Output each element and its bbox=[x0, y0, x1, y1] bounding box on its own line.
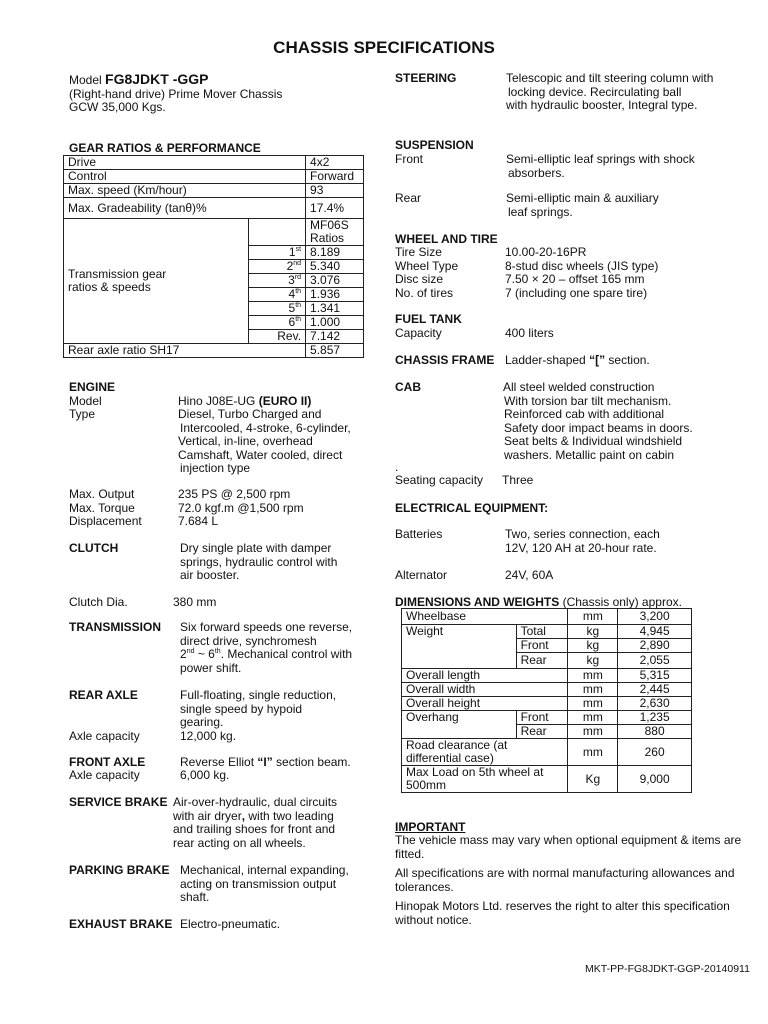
gear-num: 1 bbox=[288, 245, 296, 259]
gear-cell: 4x2 bbox=[306, 156, 364, 170]
gear-sup: rd bbox=[294, 274, 302, 281]
service-brake-desc bbox=[173, 796, 337, 850]
rear-axle-cap: 12,000 kg. bbox=[180, 729, 237, 743]
cab-line: All steel welded construction bbox=[503, 380, 655, 394]
cab-dot: . bbox=[395, 460, 399, 474]
gear-num: 5 bbox=[288, 301, 296, 315]
engine-output-label: Max. Output bbox=[69, 487, 135, 501]
dims-cell: Overall height bbox=[402, 697, 568, 711]
gear-cell: Max. speed (Km/hour) bbox=[64, 184, 306, 198]
alt-value: 24V, 60A bbox=[505, 568, 554, 582]
clutch-heading: CLUTCH bbox=[69, 541, 119, 555]
gear-sup: th bbox=[295, 316, 302, 323]
bat-line: 12V, 120 AH at 20-hour rate. bbox=[505, 540, 657, 555]
table-row bbox=[64, 156, 364, 170]
gear-sup: st bbox=[295, 246, 302, 253]
dims-cell: Overall width bbox=[402, 683, 568, 697]
seat-value: Three bbox=[502, 473, 534, 487]
dims-cell: Overall length bbox=[402, 669, 568, 683]
sb-text: with two leading bbox=[245, 808, 334, 823]
dims-unit: mm bbox=[568, 683, 618, 697]
table-row bbox=[64, 344, 364, 358]
gear-cell: 17.4% bbox=[306, 198, 364, 219]
gear-sup: th bbox=[295, 302, 302, 309]
wheel-value: 8-stud disc wheels (JIS type) bbox=[505, 258, 659, 273]
table-row bbox=[64, 170, 364, 184]
electrical-heading: ELECTRICAL EQUIPMENT: bbox=[395, 501, 549, 515]
suspension-heading: SUSPENSION bbox=[395, 138, 474, 152]
parking-brake-desc bbox=[180, 864, 349, 905]
important-para: Hinopak Motors Ltd. reserves the right to alter this specification without notice. bbox=[395, 899, 730, 927]
gear-cell: 5.857 bbox=[306, 344, 364, 358]
parking-brake-heading: PARKING BRAKE bbox=[69, 863, 170, 877]
gear-cell: Drive bbox=[64, 156, 306, 170]
fa-text: Reverse Elliot bbox=[180, 755, 258, 769]
table-row bbox=[402, 766, 692, 793]
engine-type-line: injection type bbox=[180, 461, 251, 475]
transmission-heading: TRANSMISSION bbox=[69, 620, 162, 634]
exhaust-brake-heading: EXHAUST BRAKE bbox=[69, 917, 173, 931]
engine-disp-label: Displacement bbox=[69, 514, 142, 528]
pb-line: Mechanical, internal expanding, bbox=[180, 863, 349, 877]
gear-ratio: 7.142 bbox=[306, 330, 364, 344]
wheel-labels bbox=[395, 246, 458, 300]
rear-axle-line: single speed by hypoid bbox=[180, 701, 303, 716]
wheel-label: Tire Size bbox=[395, 245, 442, 259]
engine-type-line: Camshaft, Water cooled, direct bbox=[178, 447, 343, 462]
fuel-value: 400 liters bbox=[505, 326, 554, 340]
pb-line: acting on transmission output bbox=[180, 876, 337, 891]
rear-axle-line: gearing. bbox=[180, 715, 224, 729]
susp-rear bbox=[506, 192, 659, 219]
ratio-header: MF06S Ratios bbox=[306, 219, 364, 246]
dims-value: 260 bbox=[618, 739, 692, 766]
dims-cell: Wheelbase bbox=[402, 609, 568, 625]
dims-unit: Kg bbox=[568, 766, 618, 793]
dims-unit: mm bbox=[568, 697, 618, 711]
dims-unit: mm bbox=[568, 725, 618, 739]
engine-euro: (EURO II) bbox=[258, 394, 312, 408]
table-row bbox=[402, 625, 692, 639]
sb-text: with air dryer bbox=[173, 808, 242, 823]
gear-sup: th bbox=[295, 288, 302, 295]
table-row bbox=[402, 711, 692, 725]
engine-torque-label: Max. Torque bbox=[69, 500, 135, 515]
cab-line: With torsion bar tilt mechanism. bbox=[504, 393, 672, 408]
pb-line: shaft. bbox=[180, 890, 210, 904]
table-row bbox=[402, 669, 692, 683]
gear-num: 3 bbox=[288, 273, 295, 287]
gear-ratio: 3.076 bbox=[306, 274, 364, 288]
susp-line: absorbers. bbox=[508, 165, 565, 180]
frame-text: section. bbox=[605, 353, 650, 367]
gear-cell: Max. Gradeability (tanθ)% bbox=[64, 198, 306, 219]
dims-value: 880 bbox=[618, 725, 692, 739]
cab-desc bbox=[503, 381, 693, 462]
clutch-line: Dry single plate with damper bbox=[180, 541, 332, 555]
gear-cell: Rear axle ratio SH17 bbox=[64, 344, 306, 358]
bat-label: Batteries bbox=[395, 527, 443, 541]
dims-unit: mm bbox=[568, 669, 618, 683]
dims-value: 2,890 bbox=[618, 639, 692, 653]
trans-label: Transmission gear ratios & speeds bbox=[64, 219, 249, 344]
bat-value bbox=[505, 528, 660, 555]
dims-cell: Weight bbox=[402, 625, 517, 669]
front-axle-cap: 6,000 kg. bbox=[180, 768, 230, 782]
alt-label: Alternator bbox=[395, 568, 448, 582]
cab-line: washers. Metallic paint on cabin bbox=[504, 447, 675, 462]
wheel-label: No. of tires bbox=[395, 285, 454, 300]
t-text: . Mechanical control with bbox=[220, 647, 353, 661]
susp-front-label: Front bbox=[395, 152, 424, 166]
model-name: FG8JDKT -GGP bbox=[105, 71, 209, 87]
steering-line: Telescopic and tilt steering column with bbox=[506, 71, 714, 85]
cab-line: Safety door impact beams in doors. bbox=[504, 420, 693, 435]
frame-text: Ladder-shaped bbox=[505, 353, 590, 367]
table-row bbox=[402, 739, 692, 766]
gear-num: 2 bbox=[286, 259, 294, 273]
clutch-dia: 380 mm bbox=[173, 595, 217, 609]
dims-cell: Front bbox=[516, 711, 568, 725]
cab-heading: CAB bbox=[395, 380, 421, 394]
transmission-line bbox=[180, 648, 352, 662]
table-row bbox=[402, 697, 692, 711]
engine-type-line: Vertical, in-line, overhead bbox=[178, 434, 313, 448]
steering-heading: STEERING bbox=[395, 71, 457, 85]
dims-value: 3,200 bbox=[618, 609, 692, 625]
steering-line: locking device. Recirculating ball bbox=[508, 84, 682, 99]
gear-table bbox=[63, 155, 364, 358]
steering-line: with hydraulic booster, Integral type. bbox=[506, 98, 698, 112]
wheel-label: Disc size bbox=[395, 272, 444, 286]
cab-line: Reinforced cab with additional bbox=[504, 407, 665, 421]
engine-model-text: Hino J08E-UG bbox=[178, 394, 259, 408]
exhaust-brake-value: Electro-pneumatic. bbox=[180, 917, 281, 931]
service-brake-heading: SERVICE BRAKE bbox=[69, 795, 168, 809]
table-row bbox=[64, 198, 364, 219]
dims-cell: Road clearance (at differential case) bbox=[402, 739, 568, 766]
dims-value: 2,445 bbox=[618, 683, 692, 697]
engine-model-label: Model bbox=[69, 394, 102, 408]
susp-line: Semi-elliptic leaf springs with shock bbox=[506, 152, 695, 166]
sb-comma: , bbox=[241, 808, 246, 823]
frame-value bbox=[505, 354, 650, 368]
dims-unit: mm bbox=[568, 609, 618, 625]
dims-value: 2,055 bbox=[618, 653, 692, 669]
t-sup: th bbox=[214, 648, 221, 655]
susp-front bbox=[506, 153, 695, 180]
model-desc: (Right-hand drive) Prime Mover Chassis bbox=[69, 86, 283, 101]
dims-value: 4,945 bbox=[618, 625, 692, 639]
t-text: ~ 6 bbox=[194, 647, 215, 661]
susp-line: Semi-elliptic main & auxiliary bbox=[506, 191, 659, 205]
important-para: All specifications are with normal manufacturing allowances and tolerances. bbox=[395, 866, 735, 894]
transmission-desc bbox=[180, 621, 352, 675]
gear-ratio: 5.340 bbox=[306, 260, 364, 274]
transmission-line: direct drive, synchromesh bbox=[180, 633, 317, 648]
dims-cell: Rear bbox=[516, 725, 568, 739]
transmission-line: power shift. bbox=[180, 660, 242, 675]
rear-axle-heading: REAR AXLE bbox=[69, 688, 138, 702]
engine-type-line: Diesel, Turbo Charged and bbox=[178, 407, 322, 421]
important-para: The vehicle mass may vary when optional equipment & items are fitted. bbox=[395, 833, 742, 861]
dims-heading: DIMENSIONS AND WEIGHTS bbox=[395, 595, 560, 609]
dims-value: 9,000 bbox=[618, 766, 692, 793]
sb-line bbox=[173, 810, 337, 824]
frame-shape: “[” bbox=[589, 353, 606, 367]
dims-unit: kg bbox=[568, 639, 618, 653]
table-row bbox=[402, 609, 692, 625]
wheel-value: 7 (including one spare tire) bbox=[505, 285, 648, 300]
fuel-heading: FUEL TANK bbox=[395, 312, 462, 326]
dims-cell: Max Load on 5th wheel at 500mm bbox=[402, 766, 568, 793]
sb-line: Air-over-hydraulic, dual circuits bbox=[173, 795, 338, 809]
dims-unit: kg bbox=[568, 625, 618, 639]
model-block bbox=[69, 73, 282, 115]
important-notes bbox=[395, 834, 755, 933]
front-axle-heading: FRONT AXLE bbox=[69, 755, 146, 769]
important-heading: IMPORTANT bbox=[395, 820, 466, 834]
sb-line: and trailing shoes for front and bbox=[173, 822, 336, 836]
sb-line: rear acting on all wheels. bbox=[173, 835, 306, 850]
bat-line: Two, series connection, each bbox=[505, 527, 660, 541]
model-gcw: GCW 35,000 Kgs. bbox=[69, 100, 166, 114]
fa-text: section beam. bbox=[272, 755, 351, 769]
dims-value: 5,315 bbox=[618, 669, 692, 683]
engine-type-line: Intercooled, 4-stroke, 6-cylinder, bbox=[180, 420, 351, 435]
dims-table bbox=[401, 608, 692, 793]
gear-ratio: 1.341 bbox=[306, 302, 364, 316]
model-label: Model bbox=[69, 73, 102, 87]
fuel-label: Capacity bbox=[395, 326, 442, 340]
gear-heading: GEAR RATIOS & PERFORMANCE bbox=[69, 141, 261, 155]
clutch-line: springs, hydraulic control with bbox=[180, 554, 338, 569]
gear-num: 4 bbox=[288, 287, 296, 301]
table-row bbox=[64, 184, 364, 198]
engine-disp: 7.684 L bbox=[178, 514, 219, 528]
front-axle-cap-label: Axle capacity bbox=[69, 768, 140, 782]
dims-value: 2,630 bbox=[618, 697, 692, 711]
susp-rear-label: Rear bbox=[395, 191, 422, 205]
rear-axle-cap-label: Axle capacity bbox=[69, 729, 140, 743]
gear-num: Rev. bbox=[249, 330, 306, 344]
dims-unit: mm bbox=[568, 711, 618, 725]
dims-cell: Front bbox=[516, 639, 568, 653]
engine-perf-labels bbox=[69, 488, 142, 529]
dims-value: 1,235 bbox=[618, 711, 692, 725]
susp-line: leaf springs. bbox=[508, 204, 573, 219]
gear-cell: 93 bbox=[306, 184, 364, 198]
wheel-value: 7.50 × 20 – offset 165 mm bbox=[505, 272, 645, 286]
clutch-dia-label: Clutch Dia. bbox=[69, 595, 128, 609]
wheel-heading: WHEEL AND TIRE bbox=[395, 232, 498, 246]
dims-note: (Chassis only) approx. bbox=[559, 595, 682, 609]
cab-line: Seat belts & Individual windshield bbox=[504, 434, 683, 448]
t-text: 2 bbox=[180, 647, 187, 661]
gear-ratio: 1.936 bbox=[306, 288, 364, 302]
wheel-value: 10.00-20-16PR bbox=[505, 245, 587, 259]
gear-ratio: 8.189 bbox=[306, 246, 364, 260]
engine-output: 235 PS @ 2,500 rpm bbox=[178, 487, 291, 501]
fa-beam: “I” bbox=[257, 755, 273, 769]
engine-torque: 72.0 kgf.m @1,500 rpm bbox=[178, 500, 304, 515]
dims-cell: Rear bbox=[516, 653, 568, 669]
gear-cell: Forward bbox=[306, 170, 364, 184]
dims-cell: Total bbox=[516, 625, 568, 639]
rear-axle-desc bbox=[180, 689, 336, 730]
dims-cell: Overhang bbox=[402, 711, 517, 739]
clutch-line: air booster. bbox=[180, 568, 240, 582]
rear-axle-line: Full-floating, single reduction, bbox=[180, 688, 337, 702]
engine-heading: ENGINE bbox=[69, 380, 116, 394]
frame-heading: CHASSIS FRAME bbox=[395, 353, 495, 367]
engine-perf-values bbox=[178, 488, 304, 529]
engine-type-label: Type bbox=[69, 407, 96, 421]
footer-code: MKT-PP-FG8JDKT-GGP-20140911 bbox=[585, 963, 750, 975]
gear-num: 6 bbox=[288, 315, 296, 329]
gear-ratio: 1.000 bbox=[306, 316, 364, 330]
clutch-desc bbox=[180, 542, 337, 583]
wheel-label: Wheel Type bbox=[395, 258, 459, 273]
engine-type bbox=[178, 408, 351, 476]
transmission-line: Six forward speeds one reverse, bbox=[180, 620, 353, 634]
page-title: CHASSIS SPECIFICATIONS bbox=[273, 38, 495, 57]
steering-desc bbox=[506, 72, 713, 113]
wheel-values bbox=[505, 246, 658, 300]
gear-sup: nd bbox=[293, 260, 302, 267]
dims-unit: kg bbox=[568, 653, 618, 669]
gear-cell: Control bbox=[64, 170, 306, 184]
seat-label: Seating capacity bbox=[395, 473, 484, 487]
table-row bbox=[402, 683, 692, 697]
dims-unit: mm bbox=[568, 739, 618, 766]
t-sup: nd bbox=[186, 648, 195, 655]
table-row bbox=[64, 219, 364, 246]
